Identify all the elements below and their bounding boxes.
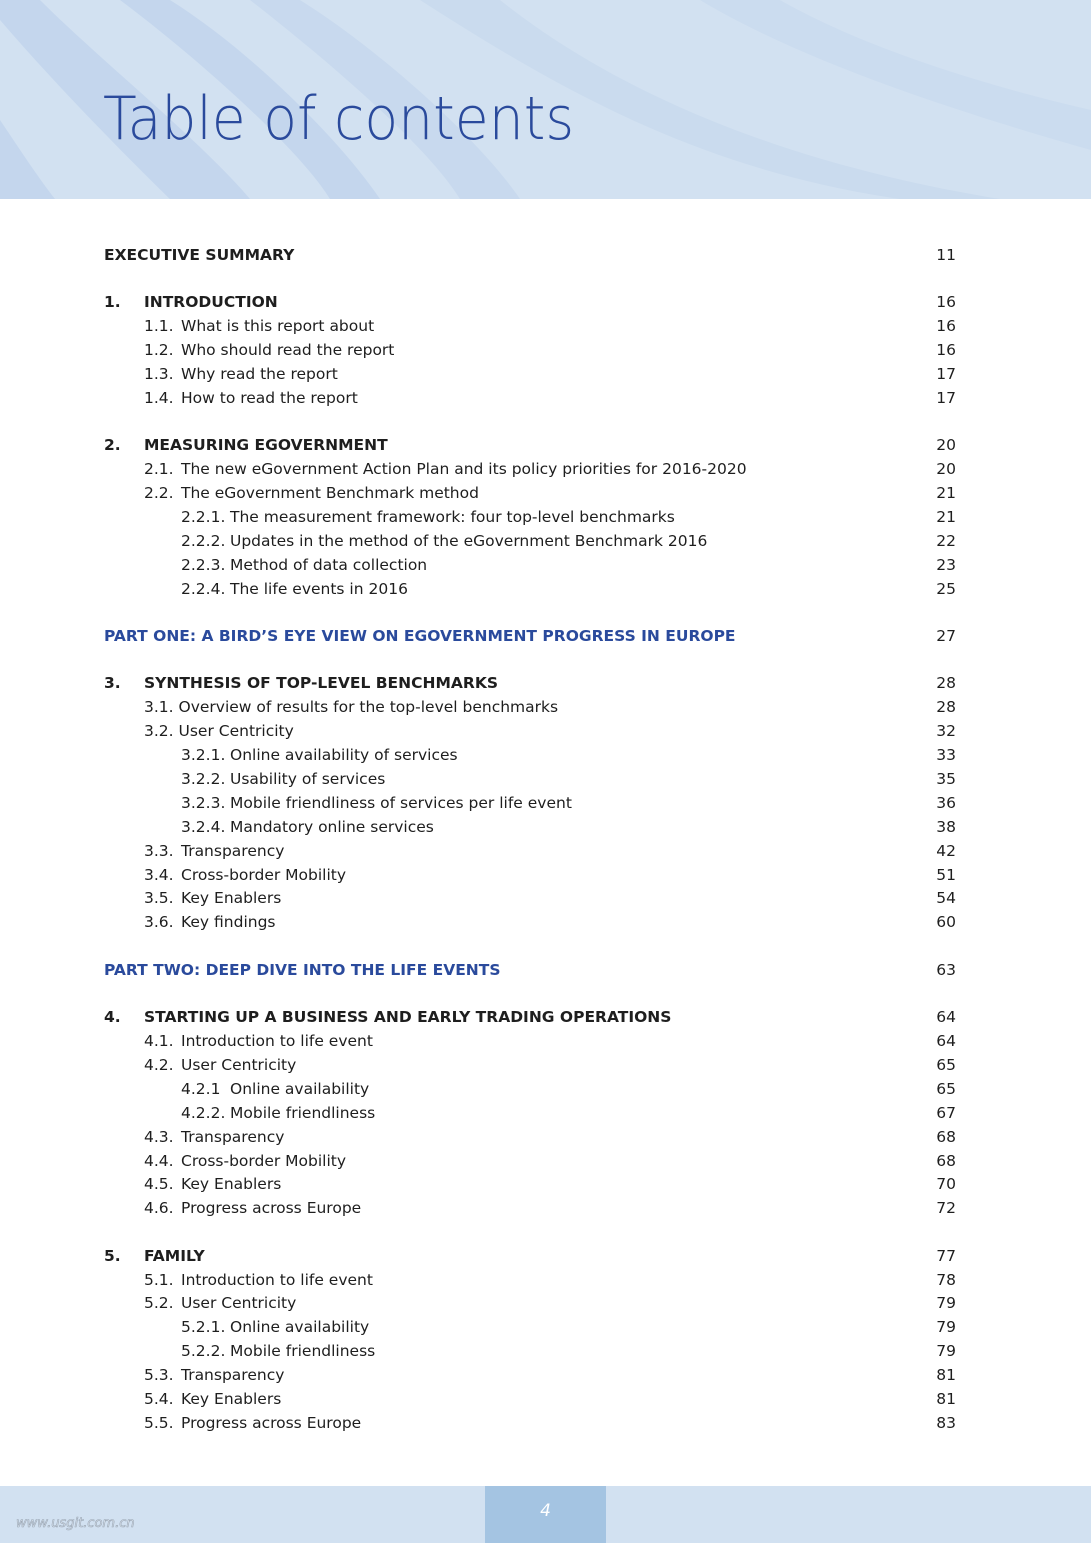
- entry-number: 1.2.: [144, 341, 174, 360]
- toc-entry[interactable]: [104, 315, 956, 339]
- watermark: www.usgit.com.cn: [16, 1516, 135, 1531]
- entry-title: Transparency: [181, 841, 285, 860]
- toc-entry[interactable]: [104, 887, 956, 911]
- entry-page: 54: [936, 889, 956, 908]
- entry-page: 17: [936, 388, 956, 407]
- entry-title: Key Enablers: [181, 1175, 282, 1194]
- entry-number: 2.2.: [144, 484, 174, 503]
- entry-number: 1.: [104, 293, 121, 312]
- entry-page: 63: [936, 960, 956, 979]
- entry-title: Online availability of services: [230, 746, 458, 765]
- toc-entry[interactable]: [104, 1316, 956, 1340]
- entry-page: 21: [936, 508, 956, 527]
- toc-entry[interactable]: [104, 720, 956, 744]
- entry-number: 4.1.: [144, 1032, 174, 1051]
- toc-entry[interactable]: [104, 816, 956, 840]
- entry-number: 2.1.: [144, 460, 174, 479]
- entry-title: Online availability: [230, 1079, 370, 1098]
- entry-title: Cross-border Mobility: [181, 1151, 347, 1170]
- entry-title: Mobile friendliness: [230, 1342, 376, 1361]
- entry-title: Progress across Europe: [181, 1199, 362, 1218]
- page-title: Table of contents: [103, 84, 575, 154]
- entry-number: 4.2.: [144, 1055, 174, 1074]
- toc-section: [104, 625, 956, 649]
- entry-title: MEASURING EGOVERNMENT: [144, 436, 388, 455]
- entry-page: 16: [936, 293, 956, 312]
- toc-entry[interactable]: [104, 1364, 956, 1388]
- toc-entry[interactable]: [104, 1054, 956, 1078]
- entry-title: SYNTHESIS OF TOP-LEVEL BENCHMARKS: [144, 674, 498, 693]
- entry-page: 35: [936, 770, 956, 789]
- entry-title: User Centricity: [181, 1294, 297, 1313]
- entry-page: 79: [936, 1342, 956, 1361]
- entry-number: 3.5.: [144, 889, 174, 908]
- toc-entry[interactable]: [104, 578, 956, 602]
- toc-entry[interactable]: [104, 1030, 956, 1054]
- entry-page: 70: [936, 1175, 956, 1194]
- entry-number: 2.2.1.: [181, 508, 226, 527]
- toc-entry[interactable]: [104, 1269, 956, 1293]
- toc-section: [104, 1006, 956, 1221]
- toc-entry[interactable]: [104, 244, 956, 268]
- entry-title: Introduction to life event: [181, 1270, 373, 1289]
- toc-entry[interactable]: [104, 339, 956, 363]
- entry-page: 28: [936, 674, 956, 693]
- entry-number: 5.4.: [144, 1390, 174, 1409]
- toc-entry[interactable]: [104, 959, 956, 983]
- toc-entry[interactable]: [104, 792, 956, 816]
- entry-page: 17: [936, 365, 956, 384]
- toc-entry[interactable]: [104, 482, 956, 506]
- entry-page: 27: [936, 627, 956, 646]
- toc-entry[interactable]: [104, 864, 956, 888]
- entry-number: 2.2.2.: [181, 531, 226, 550]
- toc-entry[interactable]: [104, 434, 956, 458]
- entry-page: 20: [936, 460, 956, 479]
- entry-title: The life events in 2016: [230, 579, 408, 598]
- table-of-contents: [104, 244, 956, 1459]
- entry-number: 5.2.: [144, 1294, 174, 1313]
- entry-title: Key findings: [181, 913, 276, 932]
- entry-number: 5.2.2.: [181, 1342, 226, 1361]
- entry-title: 3.2. User Centricity: [144, 722, 294, 741]
- entry-title: The new eGovernment Action Plan and its policy priorities for 2016-2020: [181, 460, 747, 479]
- entry-title: Online availability: [230, 1318, 370, 1337]
- entry-title: INTRODUCTION: [144, 293, 278, 312]
- toc-entry[interactable]: [104, 1173, 956, 1197]
- entry-title: Transparency: [181, 1127, 285, 1146]
- entry-title: Mandatory online services: [230, 817, 434, 836]
- entry-number: 2.: [104, 436, 121, 455]
- entry-page: 21: [936, 484, 956, 503]
- entry-number: 3.4.: [144, 865, 174, 884]
- toc-section: [104, 291, 956, 410]
- entry-page: 77: [936, 1246, 956, 1265]
- toc-entry[interactable]: [104, 911, 956, 935]
- toc-entry[interactable]: [104, 1126, 956, 1150]
- entry-page: 67: [936, 1103, 956, 1122]
- entry-number: 4.3.: [144, 1127, 174, 1146]
- entry-page: 20: [936, 436, 956, 455]
- toc-entry[interactable]: [104, 625, 956, 649]
- toc-section: [104, 959, 956, 983]
- toc-entry[interactable]: [104, 554, 956, 578]
- entry-title: Key Enablers: [181, 889, 282, 908]
- entry-number: 3.3.: [144, 841, 174, 860]
- entry-number: 5.2.1.: [181, 1318, 226, 1337]
- entry-number: 4.2.2.: [181, 1103, 226, 1122]
- toc-section: [104, 434, 956, 601]
- entry-title: Transparency: [181, 1366, 285, 1385]
- entry-page: 28: [936, 698, 956, 717]
- entry-page: 33: [936, 746, 956, 765]
- entry-number: 3.2.4.: [181, 817, 226, 836]
- toc-entry[interactable]: [104, 1102, 956, 1126]
- entry-title: Mobile friendliness of services per life event: [230, 793, 572, 812]
- toc-entry[interactable]: [104, 291, 956, 315]
- toc-entry[interactable]: [104, 1197, 956, 1221]
- page-number: 4: [485, 1486, 606, 1543]
- entry-page: 22: [936, 531, 956, 550]
- entry-page: 38: [936, 817, 956, 836]
- header-banner: [0, 0, 1091, 199]
- toc-entry[interactable]: [104, 506, 956, 530]
- toc-entry[interactable]: [104, 1292, 956, 1316]
- entry-number: 5.3.: [144, 1366, 174, 1385]
- toc-entry[interactable]: [104, 744, 956, 768]
- entry-title: Key Enablers: [181, 1390, 282, 1409]
- toc-entry[interactable]: [104, 1388, 956, 1412]
- entry-page: 23: [936, 555, 956, 574]
- entry-number: 4.: [104, 1008, 121, 1027]
- entry-page: 32: [936, 722, 956, 741]
- entry-title: Cross-border Mobility: [181, 865, 347, 884]
- entry-page: 60: [936, 913, 956, 932]
- entry-title: What is this report about: [181, 317, 375, 336]
- entry-page: 72: [936, 1199, 956, 1218]
- entry-page: 11: [936, 246, 956, 264]
- entry-number: 3.: [104, 674, 121, 693]
- entry-number: 3.2.1.: [181, 746, 226, 765]
- toc-entry[interactable]: [104, 1078, 956, 1102]
- entry-page: 81: [936, 1366, 956, 1385]
- entry-page: 25: [936, 579, 956, 598]
- toc-entry[interactable]: [104, 530, 956, 554]
- entry-number: 2.2.3.: [181, 555, 226, 574]
- entry-page: 64: [936, 1008, 956, 1027]
- entry-title: FAMILY: [144, 1246, 205, 1265]
- entry-title: Who should read the report: [181, 341, 395, 360]
- entry-page: 16: [936, 317, 956, 336]
- entry-title: Mobile friendliness: [230, 1103, 376, 1122]
- entry-page: 81: [936, 1390, 956, 1409]
- toc-entry[interactable]: [104, 1412, 956, 1436]
- entry-number: 4.4.: [144, 1151, 174, 1170]
- entry-number: 5.: [104, 1246, 121, 1265]
- entry-title: PART ONE: A BIRD’S EYE VIEW ON EGOVERNMENT PROGRESS IN EUROPE: [104, 627, 736, 646]
- entry-title: Progress across Europe: [181, 1413, 362, 1432]
- entry-number: 4.6.: [144, 1199, 174, 1218]
- entry-number: 5.1.: [144, 1270, 174, 1289]
- entry-title: How to read the report: [181, 388, 358, 407]
- toc-entry[interactable]: [104, 1245, 956, 1269]
- toc-entry[interactable]: [104, 363, 956, 387]
- entry-page: 16: [936, 341, 956, 360]
- footer: [0, 1486, 1091, 1543]
- toc-entry[interactable]: [104, 1340, 956, 1364]
- entry-number: 3.6.: [144, 913, 174, 932]
- toc-entry[interactable]: [104, 696, 956, 720]
- toc-entry[interactable]: [104, 768, 956, 792]
- entry-number: 4.5.: [144, 1175, 174, 1194]
- toc-section: [104, 672, 956, 935]
- entry-page: 65: [936, 1079, 956, 1098]
- entry-title: EXECUTIVE SUMMARY: [104, 246, 295, 264]
- entry-title: The measurement framework: four top-level benchmarks: [230, 508, 675, 527]
- entry-page: 79: [936, 1318, 956, 1337]
- entry-number: 1.1.: [144, 317, 174, 336]
- entry-title: PART TWO: DEEP DIVE INTO THE LIFE EVENTS: [104, 960, 501, 979]
- entry-page: 68: [936, 1127, 956, 1146]
- entry-page: 78: [936, 1270, 956, 1289]
- entry-title: Method of data collection: [230, 555, 428, 574]
- entry-page: 65: [936, 1055, 956, 1074]
- toc-entry[interactable]: [104, 672, 956, 696]
- entry-title: Why read the report: [181, 365, 338, 384]
- entry-number: 1.3.: [144, 365, 174, 384]
- entry-page: 64: [936, 1032, 956, 1051]
- entry-title: STARTING UP A BUSINESS AND EARLY TRADING OPERATIONS: [144, 1008, 672, 1027]
- entry-number: 3.2.2.: [181, 770, 226, 789]
- toc-entry[interactable]: [104, 458, 956, 482]
- entry-title: Usability of services: [230, 770, 386, 789]
- entry-title: Introduction to life event: [181, 1032, 373, 1051]
- entry-number: 2.2.4.: [181, 579, 226, 598]
- entry-page: 36: [936, 793, 956, 812]
- toc-section: [104, 1245, 956, 1436]
- entry-number: 1.4.: [144, 388, 174, 407]
- toc-entry[interactable]: [104, 387, 956, 411]
- entry-title: 3.1. Overview of results for the top-level benchmarks: [144, 698, 559, 717]
- entry-page: 51: [936, 865, 956, 884]
- entry-page: 83: [936, 1413, 956, 1432]
- entry-title: The eGovernment Benchmark method: [181, 484, 479, 503]
- entry-page: 79: [936, 1294, 956, 1313]
- entry-page: 42: [936, 841, 956, 860]
- entry-title: User Centricity: [181, 1055, 297, 1074]
- toc-entry[interactable]: [104, 1006, 956, 1030]
- entry-number: 3.2.3.: [181, 793, 226, 812]
- entry-number: 4.2.1: [181, 1079, 221, 1098]
- entry-title: Updates in the method of the eGovernment Benchmark 2016: [230, 531, 708, 550]
- toc-section: [104, 244, 956, 268]
- entry-page: 68: [936, 1151, 956, 1170]
- toc-entry[interactable]: [104, 1150, 956, 1174]
- entry-number: 5.5.: [144, 1413, 174, 1432]
- toc-entry[interactable]: [104, 840, 956, 864]
